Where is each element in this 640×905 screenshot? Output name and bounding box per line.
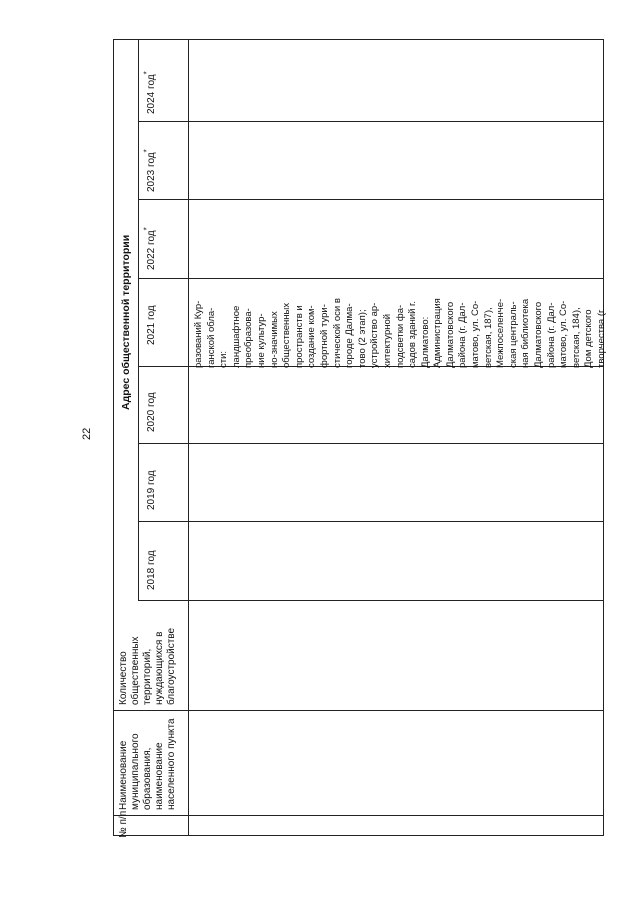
year-2023 [142, 149, 158, 192]
cell-2021-line: ветская, 187), [482, 307, 494, 368]
cell-2021-line: матово, ул. Со- [470, 300, 482, 368]
year-divider-2018-2019 [138, 521, 604, 522]
cell-2021-line: ние культур- [255, 313, 267, 368]
header-municipality: Наименование муниципального образования, наименование населенного пункта [118, 718, 177, 810]
cell-2021-line: района (г. Дал- [545, 302, 557, 368]
year-2022 [142, 227, 158, 270]
cell-2021-line: ская централь- [507, 301, 519, 368]
column-divider-municipality [113, 815, 604, 816]
year-label: 2023 год [146, 152, 157, 192]
page-number: 22 [81, 427, 93, 440]
header-body-divider [188, 39, 189, 836]
cell-2021-line: стической оси в [331, 298, 343, 368]
cell-2021-line: общественных [281, 302, 293, 368]
year-2021 [146, 305, 158, 345]
cell-2021-line: Далматовского [444, 301, 456, 368]
year-2018 [146, 550, 158, 590]
cell-2021-line: разований Кур- [193, 300, 204, 368]
table-border-right [603, 39, 604, 836]
cell-2021-line: сти: [218, 350, 230, 368]
cell-2021-line: ландшафтное [230, 305, 242, 368]
year-2019 [146, 470, 158, 510]
cell-2021-line: Далматово: [419, 316, 431, 368]
table-border-bottom [113, 835, 604, 836]
cell-2021-line: подсветки фа- [394, 304, 406, 368]
cell-2021-line: ная библиотека [520, 298, 532, 368]
table-border-left [113, 39, 114, 836]
cell-2021-line: но-значимых [268, 311, 280, 368]
year-label: 2019 год [146, 470, 157, 510]
cell-2021-line: преобразова- [243, 308, 255, 368]
footnote-star: * [142, 71, 152, 75]
cell-2021-line: Администрация [432, 298, 444, 368]
cell-2021-line: творчества (г. [596, 308, 607, 368]
header-group-divider [138, 600, 604, 601]
cell-2021-line: создание ком- [306, 305, 318, 368]
cell-2021-address [193, 280, 609, 368]
year-divider-2023-2024 [138, 121, 604, 122]
cell-2021-line: ветская, 184), [570, 307, 582, 368]
year-divider-2019-2020 [138, 443, 604, 444]
header-group-address: Адрес общественной территории [120, 234, 132, 410]
year-label: 2024 год [146, 74, 157, 114]
year-label: 2021 год [146, 305, 157, 345]
cell-2021-line: городе Далма- [344, 303, 356, 368]
cell-2021-line: фортной тури- [318, 304, 330, 368]
year-2020 [146, 392, 158, 432]
column-divider-count [113, 710, 604, 711]
year-label: 2018 год [146, 550, 157, 590]
year-divider-2022-2023 [138, 199, 604, 200]
cell-2021-line: пространств и [293, 305, 305, 368]
cell-2021-line: тово (2 этап); [356, 309, 368, 368]
cell-2021-line: района (г. Дал- [457, 302, 469, 368]
header-count: Количество общественных территорий, нуждающихся в благоустройстве [118, 627, 177, 705]
group-header-divider [138, 39, 139, 601]
table-border-top [113, 39, 604, 40]
year-divider-2021-2022 [138, 278, 604, 279]
footnote-star: * [142, 149, 152, 153]
cell-2021-line: Далматовского [533, 301, 545, 368]
cell-2021-lines [193, 280, 609, 368]
cell-2021-line: ганской обла- [205, 307, 217, 368]
cell-2021-line: хитектурной [381, 313, 393, 368]
year-label: 2022 год [146, 230, 157, 270]
cell-2021-line: Межпоселенче- [495, 298, 507, 368]
cell-2021-line: садов зданий г. [407, 301, 419, 368]
year-label: 2020 год [146, 392, 157, 432]
cell-2021-line: устройство ар- [369, 302, 381, 368]
footnote-star: * [142, 227, 152, 231]
cell-2021-line: Дом детского [583, 309, 595, 368]
cell-2021-line: матово, ул. Со- [558, 300, 570, 368]
year-2024 [142, 71, 158, 114]
